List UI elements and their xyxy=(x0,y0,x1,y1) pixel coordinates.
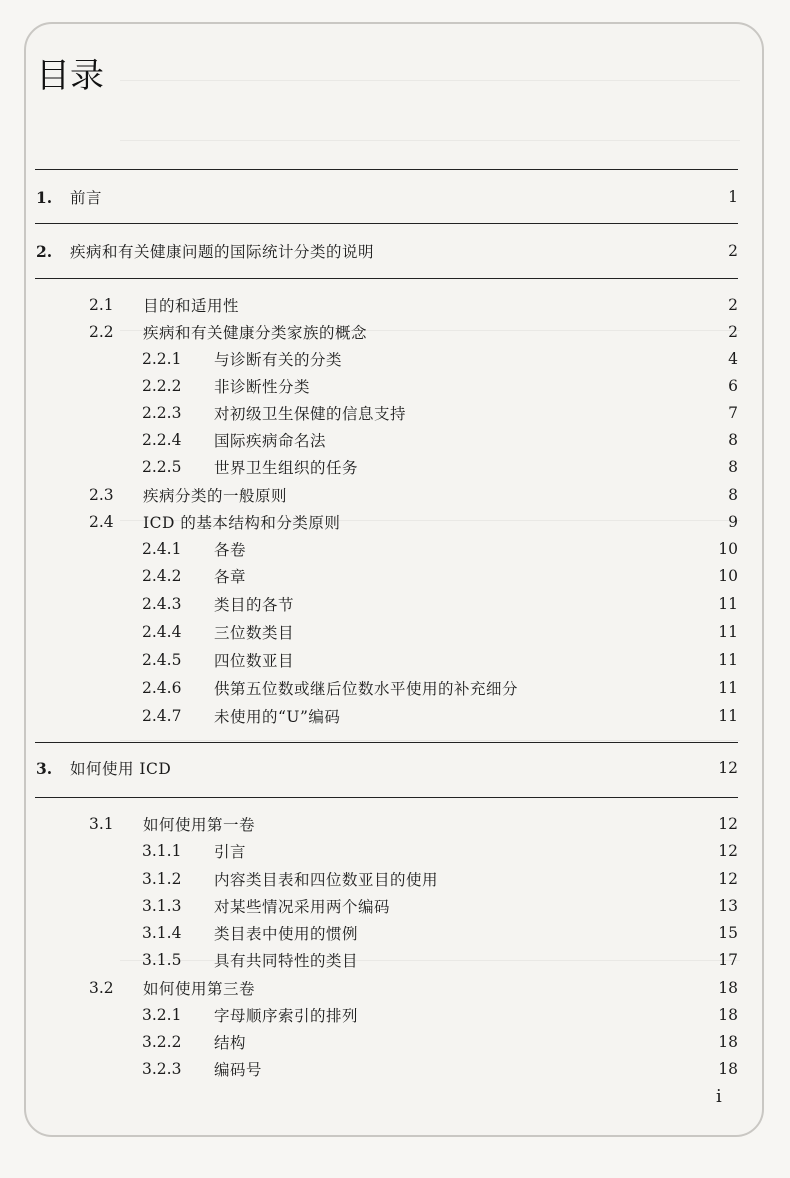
divider xyxy=(35,742,738,743)
toc-entry[interactable] xyxy=(36,238,738,264)
toc-number: 2.4.4 xyxy=(142,623,182,641)
toc-page: 2 xyxy=(728,296,738,314)
toc-page: 8 xyxy=(728,458,738,476)
divider xyxy=(35,278,738,279)
toc-entry[interactable] xyxy=(36,536,738,562)
toc-number: 3.1.5 xyxy=(142,951,182,969)
toc-entry[interactable] xyxy=(36,675,738,701)
toc-page: 11 xyxy=(718,623,738,641)
toc-number: 3.2.3 xyxy=(142,1060,182,1078)
toc-number: 2.2.1 xyxy=(142,350,182,368)
toc-page: 18 xyxy=(718,1033,738,1051)
toc-number: 2.4.7 xyxy=(142,707,182,725)
toc-number: 2.4.5 xyxy=(142,651,182,669)
toc-number: 3.1.2 xyxy=(142,870,182,888)
toc-entry[interactable] xyxy=(36,1029,738,1055)
toc-page: 9 xyxy=(728,513,738,531)
toc-entry[interactable] xyxy=(36,1002,738,1028)
toc-entry[interactable] xyxy=(36,482,738,508)
toc-label: 四位数亚目 xyxy=(214,652,295,670)
toc-entry[interactable] xyxy=(36,893,738,919)
toc-page: 4 xyxy=(728,350,738,368)
toc-number: 2.4.2 xyxy=(142,567,182,585)
toc-entry[interactable] xyxy=(36,427,738,453)
toc-entry[interactable] xyxy=(36,591,738,617)
toc-entry[interactable] xyxy=(36,319,738,345)
toc-number: 2.4 xyxy=(89,513,114,531)
toc-page: 10 xyxy=(718,540,738,558)
toc-label: ICD 的基本结构和分类原则 xyxy=(143,514,341,532)
toc-page: 11 xyxy=(718,707,738,725)
toc-label: 各卷 xyxy=(214,541,247,559)
toc-number: 2.4.3 xyxy=(142,595,182,613)
toc-label: 对初级卫生保健的信息支持 xyxy=(214,405,407,423)
toc-entry[interactable] xyxy=(36,563,738,589)
toc-label: 非诊断性分类 xyxy=(214,378,311,396)
toc-label: 结构 xyxy=(214,1034,247,1052)
toc-number: 2.2.3 xyxy=(142,404,182,422)
toc-page: 12 xyxy=(718,870,738,888)
toc-page: 12 xyxy=(718,759,738,777)
toc-entry[interactable] xyxy=(36,454,738,480)
toc-entry[interactable] xyxy=(36,373,738,399)
toc-entry[interactable] xyxy=(36,920,738,946)
toc-entry[interactable] xyxy=(36,647,738,673)
toc-label: 具有共同特性的类目 xyxy=(214,952,359,970)
toc-label: 未使用的“U”编码 xyxy=(214,708,341,726)
toc-label: 国际疾病命名法 xyxy=(214,432,327,450)
toc-number: 2.1 xyxy=(89,296,114,314)
toc-label: 疾病和有关健康分类家族的概念 xyxy=(143,324,368,342)
toc-entry[interactable] xyxy=(36,184,738,210)
toc-number: 3.2 xyxy=(89,979,114,997)
toc-page: 10 xyxy=(718,567,738,585)
toc-entry[interactable] xyxy=(36,755,738,781)
toc-number: 2.2.4 xyxy=(142,431,182,449)
toc-label: 疾病分类的一般原则 xyxy=(143,487,288,505)
toc-entry[interactable] xyxy=(36,975,738,1001)
toc-number: 2.4.1 xyxy=(142,540,182,558)
toc-number: 3.2.2 xyxy=(142,1033,182,1051)
toc-page: 18 xyxy=(718,1060,738,1078)
toc-page: 8 xyxy=(728,486,738,504)
toc-label: 引言 xyxy=(214,843,247,861)
toc-entry[interactable] xyxy=(36,838,738,864)
toc-label: 如何使用 ICD xyxy=(70,760,172,778)
toc-page: 2 xyxy=(728,323,738,341)
toc-label: 内容类目表和四位数亚目的使用 xyxy=(214,871,439,889)
divider xyxy=(35,797,738,798)
toc-entry[interactable] xyxy=(36,703,738,729)
toc-label: 各章 xyxy=(214,568,247,586)
toc-entry[interactable] xyxy=(36,947,738,973)
toc-number: 3.1.3 xyxy=(142,897,182,915)
toc-label: 类目的各节 xyxy=(214,596,295,614)
toc-page: 13 xyxy=(718,897,738,915)
toc-page: 7 xyxy=(728,404,738,422)
toc-number: 3. xyxy=(36,758,53,778)
toc-page: 8 xyxy=(728,431,738,449)
toc-page: 1 xyxy=(728,188,738,206)
toc-label: 字母顺序索引的排列 xyxy=(214,1007,359,1025)
toc-label: 对某些情况采用两个编码 xyxy=(214,898,391,916)
toc-entry[interactable] xyxy=(36,1056,738,1082)
toc-label: 与诊断有关的分类 xyxy=(214,351,343,369)
toc-label: 类目表中使用的惯例 xyxy=(214,925,359,943)
toc-entry[interactable] xyxy=(36,619,738,645)
toc-label: 如何使用第三卷 xyxy=(143,980,256,998)
toc-number: 2.2.2 xyxy=(142,377,182,395)
toc-number: 3.1.4 xyxy=(142,924,182,942)
toc-page: 11 xyxy=(718,651,738,669)
toc-entry[interactable] xyxy=(36,292,738,318)
toc-page: 11 xyxy=(718,595,738,613)
toc-number: 2.3 xyxy=(89,486,114,504)
toc-label: 世界卫生组织的任务 xyxy=(214,459,359,477)
toc-page: 11 xyxy=(718,679,738,697)
toc-page: 18 xyxy=(718,1006,738,1024)
page-number: i xyxy=(716,1086,722,1107)
divider xyxy=(35,223,738,224)
page-title: 目录 xyxy=(36,56,104,96)
toc-label: 目的和适用性 xyxy=(143,297,240,315)
toc-number: 3.2.1 xyxy=(142,1006,182,1024)
toc-entry[interactable] xyxy=(36,509,738,535)
toc-label: 如何使用第一卷 xyxy=(143,816,256,834)
toc-number: 2.2 xyxy=(89,323,114,341)
toc-page: 6 xyxy=(728,377,738,395)
toc-entry[interactable] xyxy=(36,400,738,426)
toc-label: 编码号 xyxy=(214,1061,263,1079)
toc-page: 18 xyxy=(718,979,738,997)
toc-entry[interactable] xyxy=(36,346,738,372)
toc-entry[interactable] xyxy=(36,866,738,892)
toc-page: 12 xyxy=(718,842,738,860)
toc-page: 2 xyxy=(728,242,738,260)
toc-page: 12 xyxy=(718,815,738,833)
toc-label: 供第五位数或继后位数水平使用的补充细分 xyxy=(214,680,519,698)
toc-number: 2.4.6 xyxy=(142,679,182,697)
toc-label: 三位数类目 xyxy=(214,624,295,642)
toc-number: 2. xyxy=(36,241,53,261)
toc-label: 疾病和有关健康问题的国际统计分类的说明 xyxy=(70,243,375,261)
toc-number: 1. xyxy=(36,187,53,207)
toc-page: 17 xyxy=(718,951,738,969)
toc-number: 3.1.1 xyxy=(142,842,182,860)
divider-top xyxy=(35,169,738,170)
toc-label: 前言 xyxy=(70,189,103,207)
toc-number: 2.2.5 xyxy=(142,458,182,476)
toc-page: 15 xyxy=(718,924,738,942)
toc-entry[interactable] xyxy=(36,811,738,837)
toc-number: 3.1 xyxy=(89,815,114,833)
